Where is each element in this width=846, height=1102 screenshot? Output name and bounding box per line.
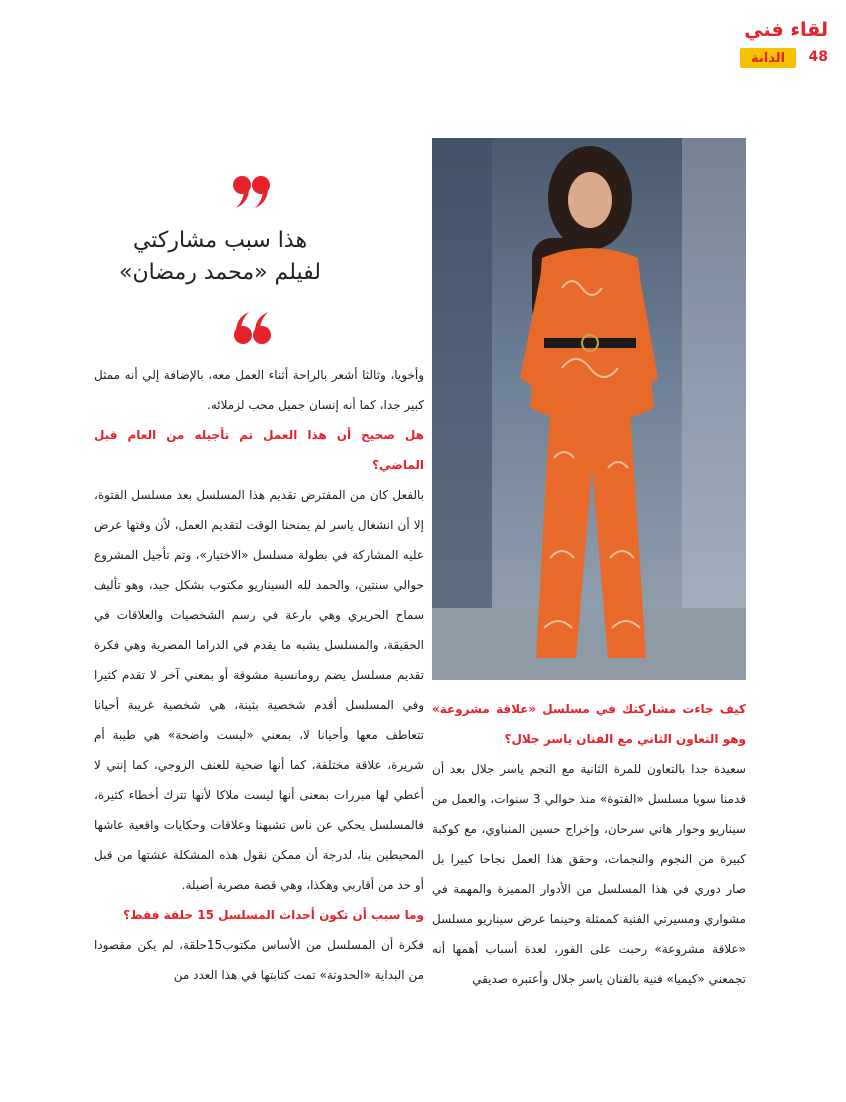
portrait-illustration bbox=[432, 138, 746, 680]
page-number: 48 bbox=[808, 49, 828, 65]
pull-quote-line-2: لفيلم «محمد رمضان» bbox=[119, 260, 321, 285]
quote-open-icon bbox=[232, 172, 272, 212]
paragraph: سعيدة جدا بالتعاون للمرة الثانية مع النجم ياسر جلال بعد أن قدمنا سويا مسلسل «الفتوة» منذ حوالي 3 سنوات، والعمل من سيناريو وحوار هاني سرحان، وإخراج حسين المنباوي، مع كوكبة كبيرة من النجوم والنجمات، وحقق هذا العمل نجاحا كبيرا بل صار دوري في هذا المسلسل من الأدوار المميزة والمهمة في مشواري ومسيرتي الفنية كممثلة وحينما عرض سيناريو مسلسل «علاقة مشروعة» رحبت على الفور، لعدة أسباب أهمها أنه تجمعني «كيميا» فنية بالفنان ياسر جلال وأعتبره صديقي bbox=[432, 762, 747, 986]
quote-close-icon bbox=[232, 308, 272, 348]
magazine-logo bbox=[740, 48, 796, 68]
section-title: لقاء فني bbox=[744, 19, 828, 41]
right-column bbox=[432, 694, 746, 994]
question-heading: وما سبب أن تكون أحداث المسلسل 15 حلقة فقط؟ bbox=[123, 908, 424, 922]
portrait-photo bbox=[432, 138, 746, 680]
question-heading: كيف جاءت مشاركتك في مسلسل «علاقة مشروعة» وهو التعاون الثاني مع الفنان ياسر جلال؟ bbox=[432, 702, 746, 746]
paragraph: بالفعل كان من المفترض تقديم هذا المسلسل بعد مسلسل الفتوة، إلا أن انشغال ياسر لم يمنحنا الوقت لتقديم العمل، لأن وقتها عرض عليه المشاركة في بطولة مسلسل «الاختيار»، وتم تأجيل المشروع حوالي سنتين، والحمد لله السيناريو مكتوب بشكل جيد، وهو تأليف سماح الحريري وهي بارعة في رسم الشخصيات والعلاقات في الحقيقة، والمسلسل يشبه ما يقدم في الدراما المصرية وهي فكرة تقديم مسلسل يضم رومانسية مشوقة أو بمعني آخر لا تقدم كثيرا وفي المسلسل أقدم شخصية بثينة، هي شخصية غريبة أحيانا تتعاطف معها وأحيانا لا، بمعني «ليست واضحة» هي طيبة أم شريرة، علاقة مختلفة، كما أنها ضحية للعنف الزوجي، كما إنني لا أعطي لها مبررات بمعنى أنها ليست ملاكا لأنها تترك أخطاء كثيرة، فالمسلسل يحكي عن ناس تشبهنا وعلاقات وحكايات واقعية عاشها المحيطين بنا، لدرجة أن ممكن نقول هذه المشكلة عشتها من قبل أو حد من أقاربي وهكذا، وهي قصة مصرية أصيلة. bbox=[94, 488, 424, 892]
question-heading: هل صحيح أن هذا العمل تم تأجيله من العام قبل الماضي؟ bbox=[94, 428, 424, 472]
paragraph: وأخويا، وثالثا أشعر بالراحة أثناء العمل معه، بالإضافة إلي أنه ممثل كبير جدا، كما أنه إنسان جميل محب لزملائه. bbox=[94, 368, 424, 412]
logo-text: الدانة bbox=[750, 50, 786, 66]
pull-quote-line-1: هذا سبب مشاركتي bbox=[132, 228, 308, 253]
paragraph: فكرة أن المسلسل من الأساس مكتوب15حلقة، لم يكن مقصودا من البداية «الحدوتة» تمت كتابتها في هذا العدد من bbox=[94, 938, 424, 982]
left-column bbox=[94, 360, 424, 990]
